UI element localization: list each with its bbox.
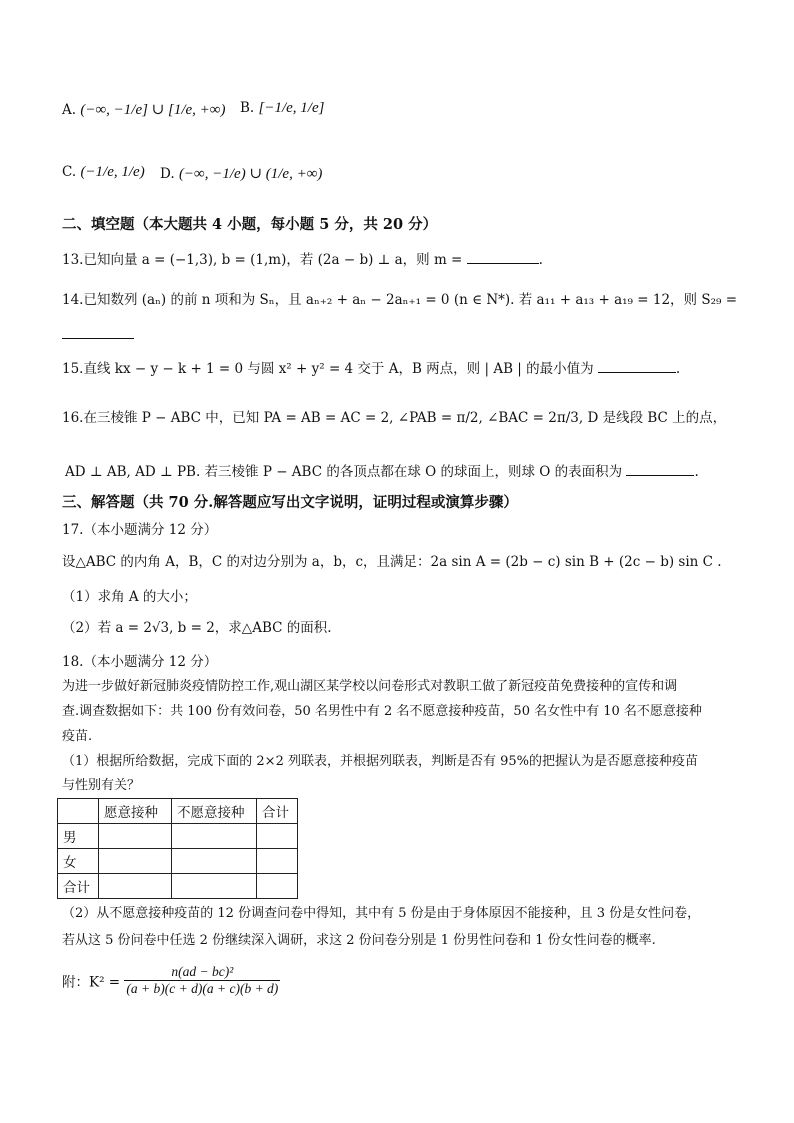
table-row bbox=[58, 849, 298, 874]
table-header-row bbox=[58, 799, 298, 824]
q14-answer-line bbox=[62, 324, 134, 344]
q15-answer-blank[interactable] bbox=[598, 358, 676, 373]
choice-d bbox=[160, 164, 322, 183]
q13-answer-blank[interactable] bbox=[467, 249, 539, 264]
appendix-label: 附：K² = bbox=[62, 974, 121, 991]
table-cell[interactable] bbox=[172, 849, 257, 874]
table-row-label: 女 bbox=[58, 849, 99, 874]
section2-heading: 二、填空题（本大题共 4 小题，每小题 5 分，共 20 分） bbox=[62, 216, 438, 233]
table-header-cell: 不愿意接种 bbox=[172, 799, 257, 824]
table-row-label: 男 bbox=[58, 824, 99, 849]
k-squared-fraction bbox=[124, 964, 280, 997]
table-cell[interactable] bbox=[99, 849, 172, 874]
table-cell[interactable] bbox=[257, 824, 298, 849]
choice-c-label: C. bbox=[62, 164, 77, 180]
q16-text-a: 16.在三棱锥 P − ABC 中，已知 PA = AB = AC = 2, ∠PAB = π/2, ∠BAC = 2π/3, D 是线段 BC 上的点， bbox=[62, 410, 727, 426]
table-cell[interactable] bbox=[172, 874, 257, 899]
q15-text: 15.直线 kx − y − k + 1 = 0 与圆 x² + y² = 4 交于 A，B 两点，则 | AB | 的最小值为 bbox=[62, 361, 594, 377]
question-13: 13.已知向量 a = (−1,3), b = (1,m)，若 (2a − b) ⊥ a，则 m = . bbox=[62, 249, 543, 269]
choice-c-expr: (−1/e, 1/e) bbox=[80, 164, 145, 180]
contingency-table bbox=[57, 798, 298, 899]
question-16-cont: AD ⊥ AB, AD ⊥ PB. 若三棱锥 P − ABC 的各顶点都在球 O 的球面上，则球 O 的表面积为 . bbox=[65, 461, 699, 481]
choice-d-label: D. bbox=[160, 166, 175, 182]
q13-text: 13.已知向量 a = (−1,3), b = (1,m)，若 (2a − b) ⊥ a，则 m = bbox=[62, 252, 463, 268]
question-15: 15.直线 kx − y − k + 1 = 0 与圆 x² + y² = 4 交于 A，B 两点，则 | AB | 的最小值为 . bbox=[62, 358, 680, 378]
q16-answer-blank[interactable] bbox=[626, 461, 694, 476]
table-header-cell: 合计 bbox=[257, 799, 298, 824]
q14-answer-blank[interactable] bbox=[62, 324, 134, 339]
choice-b-label: B. bbox=[240, 100, 255, 116]
q18-title: 18.（本小题满分 12 分） bbox=[62, 654, 218, 670]
fraction-numerator: n(ad − bc)² bbox=[124, 964, 280, 981]
q18-part2-b: 若从这 5 份问卷中任选 2 份继续深入调研，求这 2 份问卷分别是 1 份男性问卷和 1 份女性问卷的概率. bbox=[62, 933, 656, 948]
section3-heading: 三、解答题（共 70 分.解答题应写出文字说明，证明过程或演算步骤） bbox=[62, 494, 518, 511]
question-16 bbox=[62, 409, 726, 427]
appendix-formula bbox=[62, 964, 280, 997]
table-header-cell bbox=[58, 799, 99, 824]
q17-stem: 设△ABC 的内角 A，B，C 的对边分别为 a，b，c，且满足：2a sin A = (2b − c) sin B + (2c − b) sin C . bbox=[62, 554, 722, 570]
q14-text: 14.已知数列 (aₙ) 的前 n 项和为 Sₙ，且 aₙ₊₂ + aₙ − 2aₙ₊₁ = 0 (n ∈ N*). 若 a₁₁ + a₁₃ + a₁₉ = 12，则 S₂₉ = bbox=[62, 292, 737, 308]
q17-part2: （2）若 a = 2√3, b = 2，求△ABC 的面积. bbox=[62, 620, 332, 636]
table-row bbox=[58, 824, 298, 849]
table-row-label: 合计 bbox=[58, 874, 99, 899]
q18-line3: 疫苗. bbox=[62, 729, 93, 744]
q18-line1: 为进一步做好新冠肺炎疫情防控工作,观山湖区某学校以问卷形式对教职工做了新冠疫苗免费接种的宣传和调 bbox=[62, 679, 678, 694]
table-cell[interactable] bbox=[172, 824, 257, 849]
question-14 bbox=[62, 291, 737, 309]
table-cell[interactable] bbox=[99, 874, 172, 899]
q17-part1: （1）求角 A 的大小； bbox=[62, 589, 197, 605]
q18-line2: 查.调查数据如下：共 100 份有效问卷，50 名男性中有 2 名不愿意接种疫苗，50 名女性中有 10 名不愿意接种 bbox=[62, 704, 702, 719]
fraction-denominator: (a + b)(c + d)(a + c)(b + d) bbox=[126, 981, 279, 996]
q18-part2-a: （2）从不愿意接种疫苗的 12 份调查问卷中得知，其中有 5 份是由于身体原因不能接种，且 3 份是女性问卷， bbox=[62, 906, 701, 921]
choice-a bbox=[62, 100, 225, 119]
table-cell[interactable] bbox=[99, 824, 172, 849]
table-cell[interactable] bbox=[257, 874, 298, 899]
q16-text-b: AD ⊥ AB, AD ⊥ PB. 若三棱锥 P − ABC 的各顶点都在球 O 的球面上，则球 O 的表面积为 bbox=[65, 464, 623, 480]
choice-b-expr: [−1/e, 1/e] bbox=[258, 100, 325, 116]
choice-c bbox=[62, 164, 145, 181]
choice-b bbox=[240, 100, 324, 117]
q18-part1-b: 与性别有关？ bbox=[62, 778, 141, 793]
choice-a-label: A. bbox=[62, 102, 77, 118]
choice-d-expr: (−∞, −1/e) ∪ (1/e, +∞) bbox=[178, 166, 323, 182]
table-header-cell: 愿意接种 bbox=[99, 799, 172, 824]
table-cell[interactable] bbox=[257, 849, 298, 874]
q18-part1-a: （1）根据所给数据，完成下面的 2×2 列联表，并根据列联表，判断是否有 95%的把握认为是否愿意接种疫苗 bbox=[62, 754, 698, 769]
q17-title: 17.（本小题满分 12 分） bbox=[62, 522, 218, 538]
choice-a-expr: (−∞, −1/e] ∪ [1/e, +∞) bbox=[80, 102, 226, 118]
table-row bbox=[58, 874, 298, 899]
